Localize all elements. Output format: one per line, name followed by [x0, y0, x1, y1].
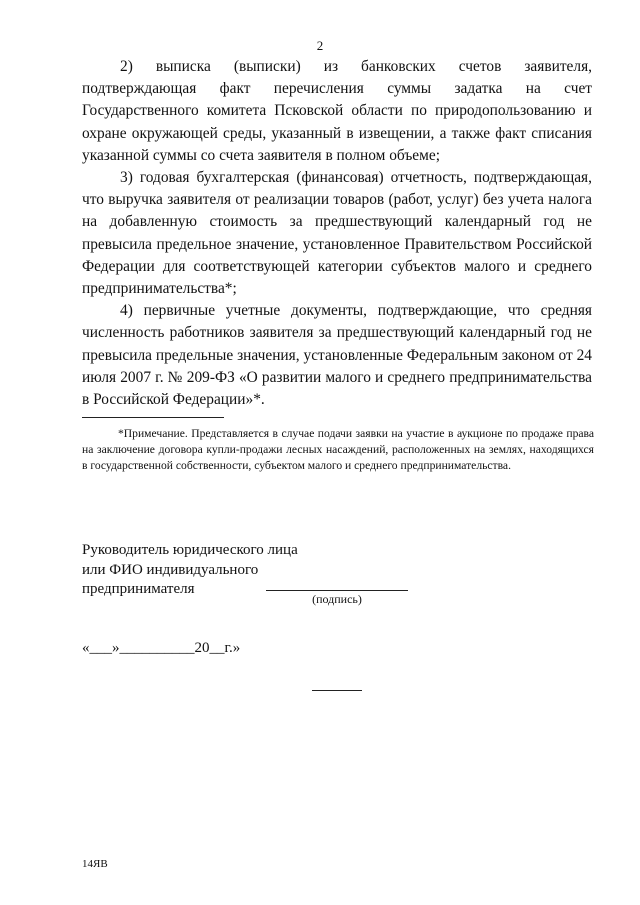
paragraph-bank-statement: 2) выписка (выписки) из банковских счетов заявителя, подтверждающая факт перечисления суммы задатка на счет Государственного комитета Псковской области по природопользованию и охране окружающей среды, указанный в извещении, а также факт списания указанной суммы со счета заявителя в полном объеме;	[82, 58, 592, 164]
document-code: 14ЯВ	[82, 858, 108, 870]
date-placeholder: «___»__________20__г.»	[82, 640, 241, 656]
paragraph-primary-documents: 4) первичные учетные документы, подтверждающие, что средняя численность работников заявителя за предшествующий календарный год не превысила предельные значения, установленные Федеральным законом от 24 июля 2007 г. № 209-ФЗ «О развитии малого и среднего предпринимательства в Российской Федерации»*.	[82, 302, 592, 409]
footnote-separator	[82, 417, 224, 418]
signer-line-3: предпринимателя	[82, 581, 195, 598]
document-body	[82, 56, 592, 411]
signature-line	[266, 590, 408, 591]
footnote-note: *Примечание. Представляется в случае подачи заявки на участие в аукционе по продаже права на заключение договора купли-продажи лесных насаждений, расположенных на землях, находящихся в государственной собственности, субъектом малого и среднего предпринимательства.	[82, 427, 594, 473]
signer-line-2: или ФИО индивидуального	[82, 561, 259, 578]
page-number: 2	[316, 38, 324, 53]
end-of-document-rule	[312, 690, 362, 691]
signer-line-1: Руководитель юридического лица	[82, 542, 298, 558]
paragraph-financial-report: 3) годовая бухгалтерская (финансовая) отчетность, подтверждающая, что выручка заявителя от реализации товаров (работ, услуг) без учета налога на добавленную стоимость за предшествующий календарный год не превысила предельное значение, установленное Правительством Российской Федерации для соответствующей категории субъектов малого и среднего предпринимательства*;	[82, 169, 592, 298]
signature-caption: (подпись)	[312, 592, 362, 606]
